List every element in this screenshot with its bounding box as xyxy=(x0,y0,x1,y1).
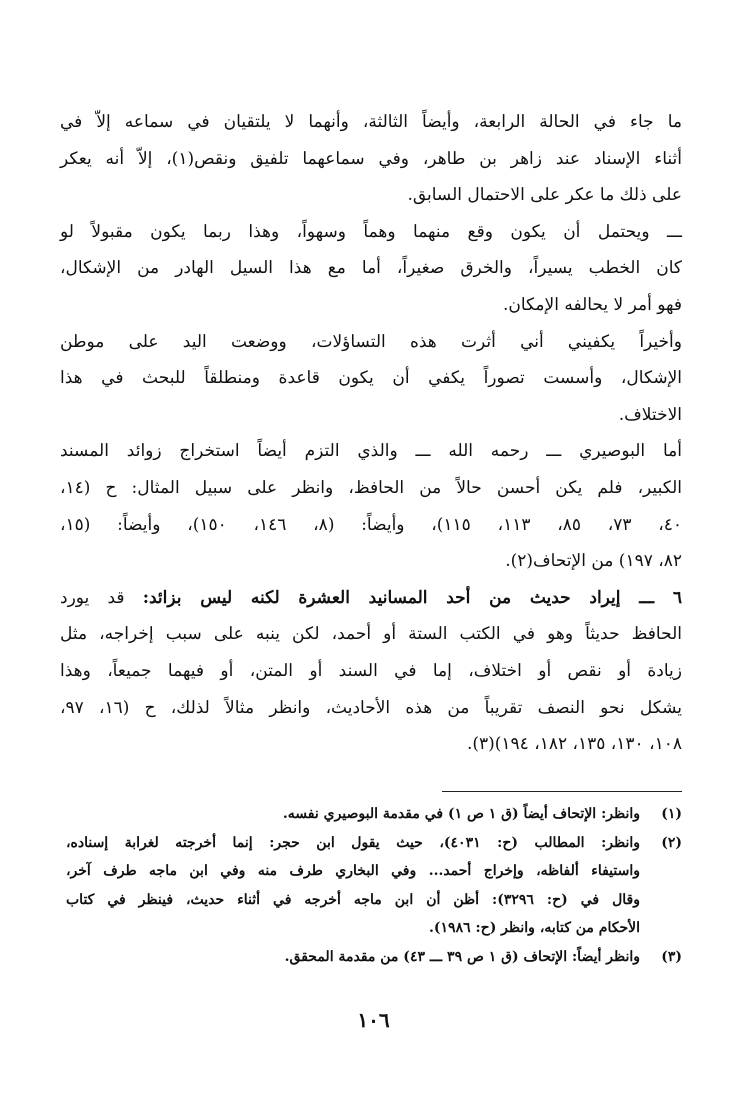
section-heading: ٦ ـــ إيراد حديث من أحد المسانيد العشرة لكنه ليس بزائد: xyxy=(142,587,683,608)
footnote-line: واستيفاء ألفاظه، وإخراج أحمد... وفي البخاري طرف منه وفي ابن ماجه طرف آخر، xyxy=(66,863,640,879)
text-line: وأخيراً يكفيني أني أثرت هذه التساؤلات، ووضعت اليد على موطن xyxy=(60,331,682,352)
text-line: الإشكال، وأسست تصوراً يكفي أن يكون قاعدة ومنطلقاً للبحث في هذا xyxy=(60,368,682,389)
footnote-body xyxy=(66,829,640,943)
footnote-divider xyxy=(442,791,682,792)
text-line: ٨٢، ١٩٧) من الإتحاف(٢). xyxy=(505,551,682,572)
footnotes xyxy=(66,800,682,971)
footnote xyxy=(66,943,682,972)
text-line: ١٠٨، ١٣٠، ١٣٥، ١٨٢، ١٩٤)(٣). xyxy=(466,734,682,755)
paragraph xyxy=(60,214,682,324)
paragraph xyxy=(60,104,682,214)
text-line: أما البوصيري ـــ رحمه الله ـــ والذي التزم أيضاً استخراج زوائد المسند xyxy=(60,441,682,462)
footnote-line: وقال في (ح: ٣٢٩٦): أظن أن ابن ماجه أخرجه في أثناء حديث، فينظر في كتاب xyxy=(66,891,641,908)
footnote-number: (١) xyxy=(661,806,682,822)
page-number: ١٠٦ xyxy=(357,1008,390,1032)
paragraph xyxy=(60,433,682,579)
footnote-line: وانظر أيضاً: الإتحاف (ق ١ ص ٣٩ ـــ ٤٣) من مقدمة المحقق. xyxy=(284,948,640,965)
text-line: الكبير، فلم يكن أحسن حالاً من الحافظ، وانظر على سبيل المثال: ح (١٤، xyxy=(60,477,682,498)
footnote-body xyxy=(66,943,640,972)
paragraph xyxy=(60,580,682,763)
text-line: الحافظ حديثاً وهو في الكتب الستة أو أحمد، لكن ينبه على سبب إخراجه، مثل xyxy=(60,624,682,645)
text-line: ٤٠، ٧٣، ٨٥، ١١٣، ١١٥)، وأيضاً: (٨، ١٤٦، ١٥٠)، وأيضاً: (١٥، xyxy=(60,514,683,535)
text-line: الاختلاف. xyxy=(618,404,682,425)
footnote-body xyxy=(66,800,640,829)
text-line: زيادة أو نقص أو اختلاف، إما في السند أو المتن، أو فيهما جميعاً، وهذا xyxy=(60,660,682,681)
text-line: ـــ ويحتمل أن يكون وقع منهما وهماً وسهواً، وهذا ربما يكون مقبولاً لو xyxy=(60,221,682,242)
footnote xyxy=(66,800,682,829)
footnote-line: وانظر: الإتحاف أيضاً (ق ١ ص ١) في مقدمة البوصيري نفسه. xyxy=(282,806,640,822)
footnote xyxy=(66,829,682,943)
text-line xyxy=(60,580,682,617)
footnote-line: الأحكام من كتابه، وانظر (ح: ١٩٨٦). xyxy=(429,920,640,936)
footnote-number: (٢) xyxy=(661,834,682,851)
text-line: أثناء الإسناد عند زاهر بن طاهر، وفي سماعهما تلفيق ونقص(١)، إلاّ أنه يعكر xyxy=(60,148,682,169)
text-line: على ذلك ما عكر على الاحتمال السابق. xyxy=(407,185,682,206)
footnote-line: وانظر: المطالب (ح: ٤٠٣١)، حيث يقول ابن حجر: إنما أخرجته لغرابة إسناده، xyxy=(66,834,640,851)
text-line: كان الخطب يسيراً، والخرق صغيراً، أما مع هذا السيل الهادر من الإشكال، xyxy=(60,258,682,279)
text-line: فهو أمر لا يحالفه الإمكان. xyxy=(502,294,682,315)
text-run: قد يورد xyxy=(60,587,125,608)
footnote-number: (٣) xyxy=(661,948,682,965)
paragraph xyxy=(60,324,682,434)
text-line: يشكل نحو النصف تقريباً من هذه الأحاديث، وانظر مثالاً لذلك، ح (١٦، ٩٧، xyxy=(60,697,683,718)
text-line: ما جاء في الحالة الرابعة، وأيضاً الثالثة، وأنهما لا يلتقيان في سماعه إلاّ في xyxy=(60,112,682,132)
